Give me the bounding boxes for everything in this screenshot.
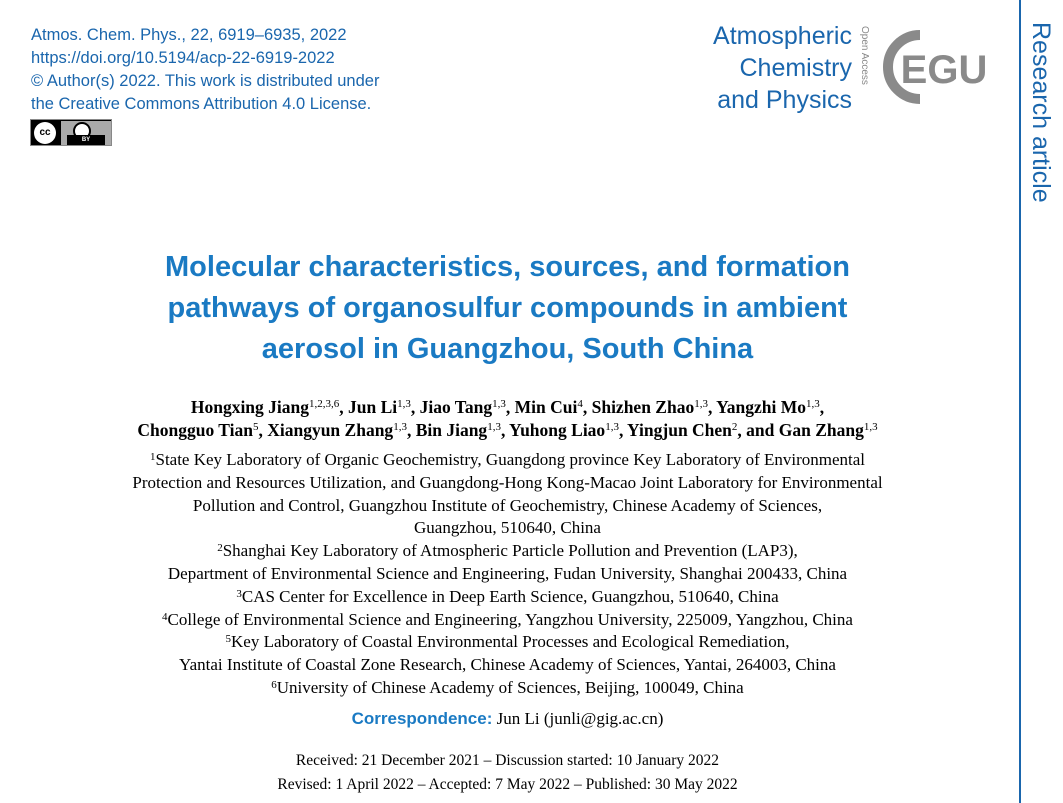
license-link[interactable]: the Creative Commons Attribution 4.0 License. — [31, 95, 372, 113]
title-line: Molecular characteristics, sources, and formation — [165, 251, 850, 283]
dates-line: Received: 21 December 2021 – Discussion started: 10 January 2022 — [295, 752, 720, 769]
author-separator: , — [339, 397, 349, 417]
author-affiliation-mark: 1,3 — [492, 398, 506, 410]
author-line — [60, 419, 955, 442]
affiliation-text: Protection and Resources Utilization, and Guangdong-Hong Kong-Macao Joint Laboratory for Environmental — [132, 472, 883, 492]
journal-name-line: and Physics — [717, 86, 852, 114]
author-line — [60, 396, 955, 419]
author-separator: , — [500, 420, 510, 440]
author-affiliation-mark: 1,3 — [863, 421, 878, 433]
affiliation-text: Guangzhou, 510640, China — [414, 518, 601, 538]
author-list — [60, 396, 955, 442]
author-name: Jun Li — [348, 397, 398, 417]
author-affiliation-mark: 1,3 — [397, 398, 411, 410]
author-affiliation-mark: 1,2,3,6 — [309, 398, 340, 410]
correspondence-value[interactable]: Jun Li (junli@gig.ac.cn) — [496, 709, 664, 728]
affiliation-line — [60, 563, 955, 586]
citation-header — [31, 24, 379, 116]
author-separator: , — [258, 420, 268, 440]
author-separator: , — [406, 420, 416, 440]
journal-name-line: Chemistry — [739, 54, 852, 82]
author-separator: , — [505, 397, 515, 417]
author-name: Yuhong Liao — [509, 420, 606, 440]
affiliation-line — [60, 540, 955, 563]
article-type-label: Research article — [1027, 22, 1055, 203]
affiliation-line — [60, 654, 955, 677]
affiliation-number: 1 — [149, 451, 156, 463]
affiliation-text: Department of Environmental Science and Engineering, Fudan University, Shanghai 200433, China — [167, 563, 848, 583]
affiliation-text: College of Environmental Science and Engineering, Yangzhou University, 225009, Yangzhou, China — [167, 609, 853, 629]
author-separator: , — [410, 397, 420, 417]
author-name: Chongguo Tian — [137, 420, 253, 440]
affiliation-text: State Key Laboratory of Organic Geochemistry, Guangdong province Key Laboratory of Environmental — [155, 450, 866, 469]
correspondence-label: Correspondence: — [351, 709, 493, 728]
affiliation-text: CAS Center for Excellence in Deep Earth Science, Guangzhou, 510640, China — [241, 586, 779, 606]
affiliation-number: 4 — [162, 610, 168, 623]
side-rule — [1019, 0, 1021, 803]
paper-title — [60, 247, 955, 370]
affiliation-line — [60, 495, 955, 518]
egu-logo — [880, 27, 988, 107]
title-line: aerosol in Guangzhou, South China — [261, 333, 754, 365]
affiliation-line — [60, 517, 955, 540]
egu-logo-text: EGU — [900, 48, 988, 92]
author-affiliation-mark: 1,3 — [487, 421, 501, 433]
author-separator: , — [618, 420, 628, 440]
author-separator: , — [819, 397, 825, 417]
journal-name — [713, 20, 852, 116]
affiliation-line — [60, 586, 955, 609]
correspondence — [60, 709, 955, 729]
affiliation-number: 3 — [236, 587, 242, 600]
affiliation-text: University of Chinese Academy of Sciences, Beijing, 100049, China — [276, 677, 744, 697]
author-separator: , — [582, 397, 592, 417]
copyright-line: © Author(s) 2022. This work is distributed under — [31, 72, 380, 90]
affiliation-number: 2 — [217, 542, 223, 555]
author-affiliation-mark: 1,3 — [605, 421, 619, 433]
journal-name-line: Atmospheric — [713, 22, 852, 50]
author-affiliation-mark: 5 — [252, 421, 259, 433]
author-affiliation-mark: 2 — [731, 421, 738, 433]
affiliation-line — [60, 449, 955, 472]
author-name: Min Cui — [514, 397, 578, 417]
author-name: Yangzhi Mo — [716, 397, 807, 417]
author-name: Gan Zhang — [778, 420, 864, 440]
title-line: pathways of organosulfur compounds in ambient — [167, 292, 848, 324]
cc-icon: cc — [34, 122, 56, 144]
author-affiliation-mark: 1,3 — [694, 398, 708, 410]
affiliation-line — [60, 631, 955, 654]
affiliation-text: Yantai Institute of Coastal Zone Research, Chinese Academy of Sciences, Yantai, 264003, China — [179, 655, 836, 675]
affiliation-text: Shanghai Key Laboratory of Atmospheric Particle Pollution and Prevention (LAP3), — [222, 541, 798, 561]
affiliation-line — [60, 472, 955, 495]
dates-line: Revised: 1 April 2022 – Accepted: 7 May 2022 – Published: 30 May 2022 — [277, 776, 738, 793]
by-label: BY — [67, 135, 105, 145]
doi-link[interactable]: https://doi.org/10.5194/acp-22-6919-2022 — [31, 49, 335, 67]
affiliation-line — [60, 677, 955, 700]
affiliation-number: 5 — [225, 633, 231, 646]
affiliation-list — [60, 449, 955, 700]
author-separator: , and — [737, 420, 779, 440]
affiliation-text: Key Laboratory of Coastal Environmental Processes and Ecological Remediation, — [231, 632, 790, 652]
cc-by-license-badge[interactable] — [30, 119, 112, 146]
author-name: Hongxing Jiang — [190, 397, 310, 417]
author-name: Shizhen Zhao — [591, 397, 695, 417]
author-affiliation-mark: 1,3 — [393, 421, 407, 433]
author-name: Bin Jiang — [415, 420, 488, 440]
author-name: Xiangyun Zhang — [267, 420, 394, 440]
affiliation-number: 6 — [271, 678, 277, 691]
citation-line: Atmos. Chem. Phys., 22, 6919–6935, 2022 — [31, 26, 347, 44]
author-affiliation-mark: 4 — [577, 398, 583, 410]
author-name: Jiao Tang — [419, 397, 493, 417]
affiliation-line — [60, 609, 955, 632]
publication-dates — [60, 749, 955, 797]
open-access-label: Open Access — [859, 26, 870, 85]
affiliation-text: Pollution and Control, Guangzhou Institute of Geochemistry, Chinese Academy of Sciences, — [192, 495, 823, 515]
author-separator: , — [707, 397, 717, 417]
author-name: Yingjun Chen — [627, 420, 732, 440]
author-affiliation-mark: 1,3 — [806, 398, 820, 410]
